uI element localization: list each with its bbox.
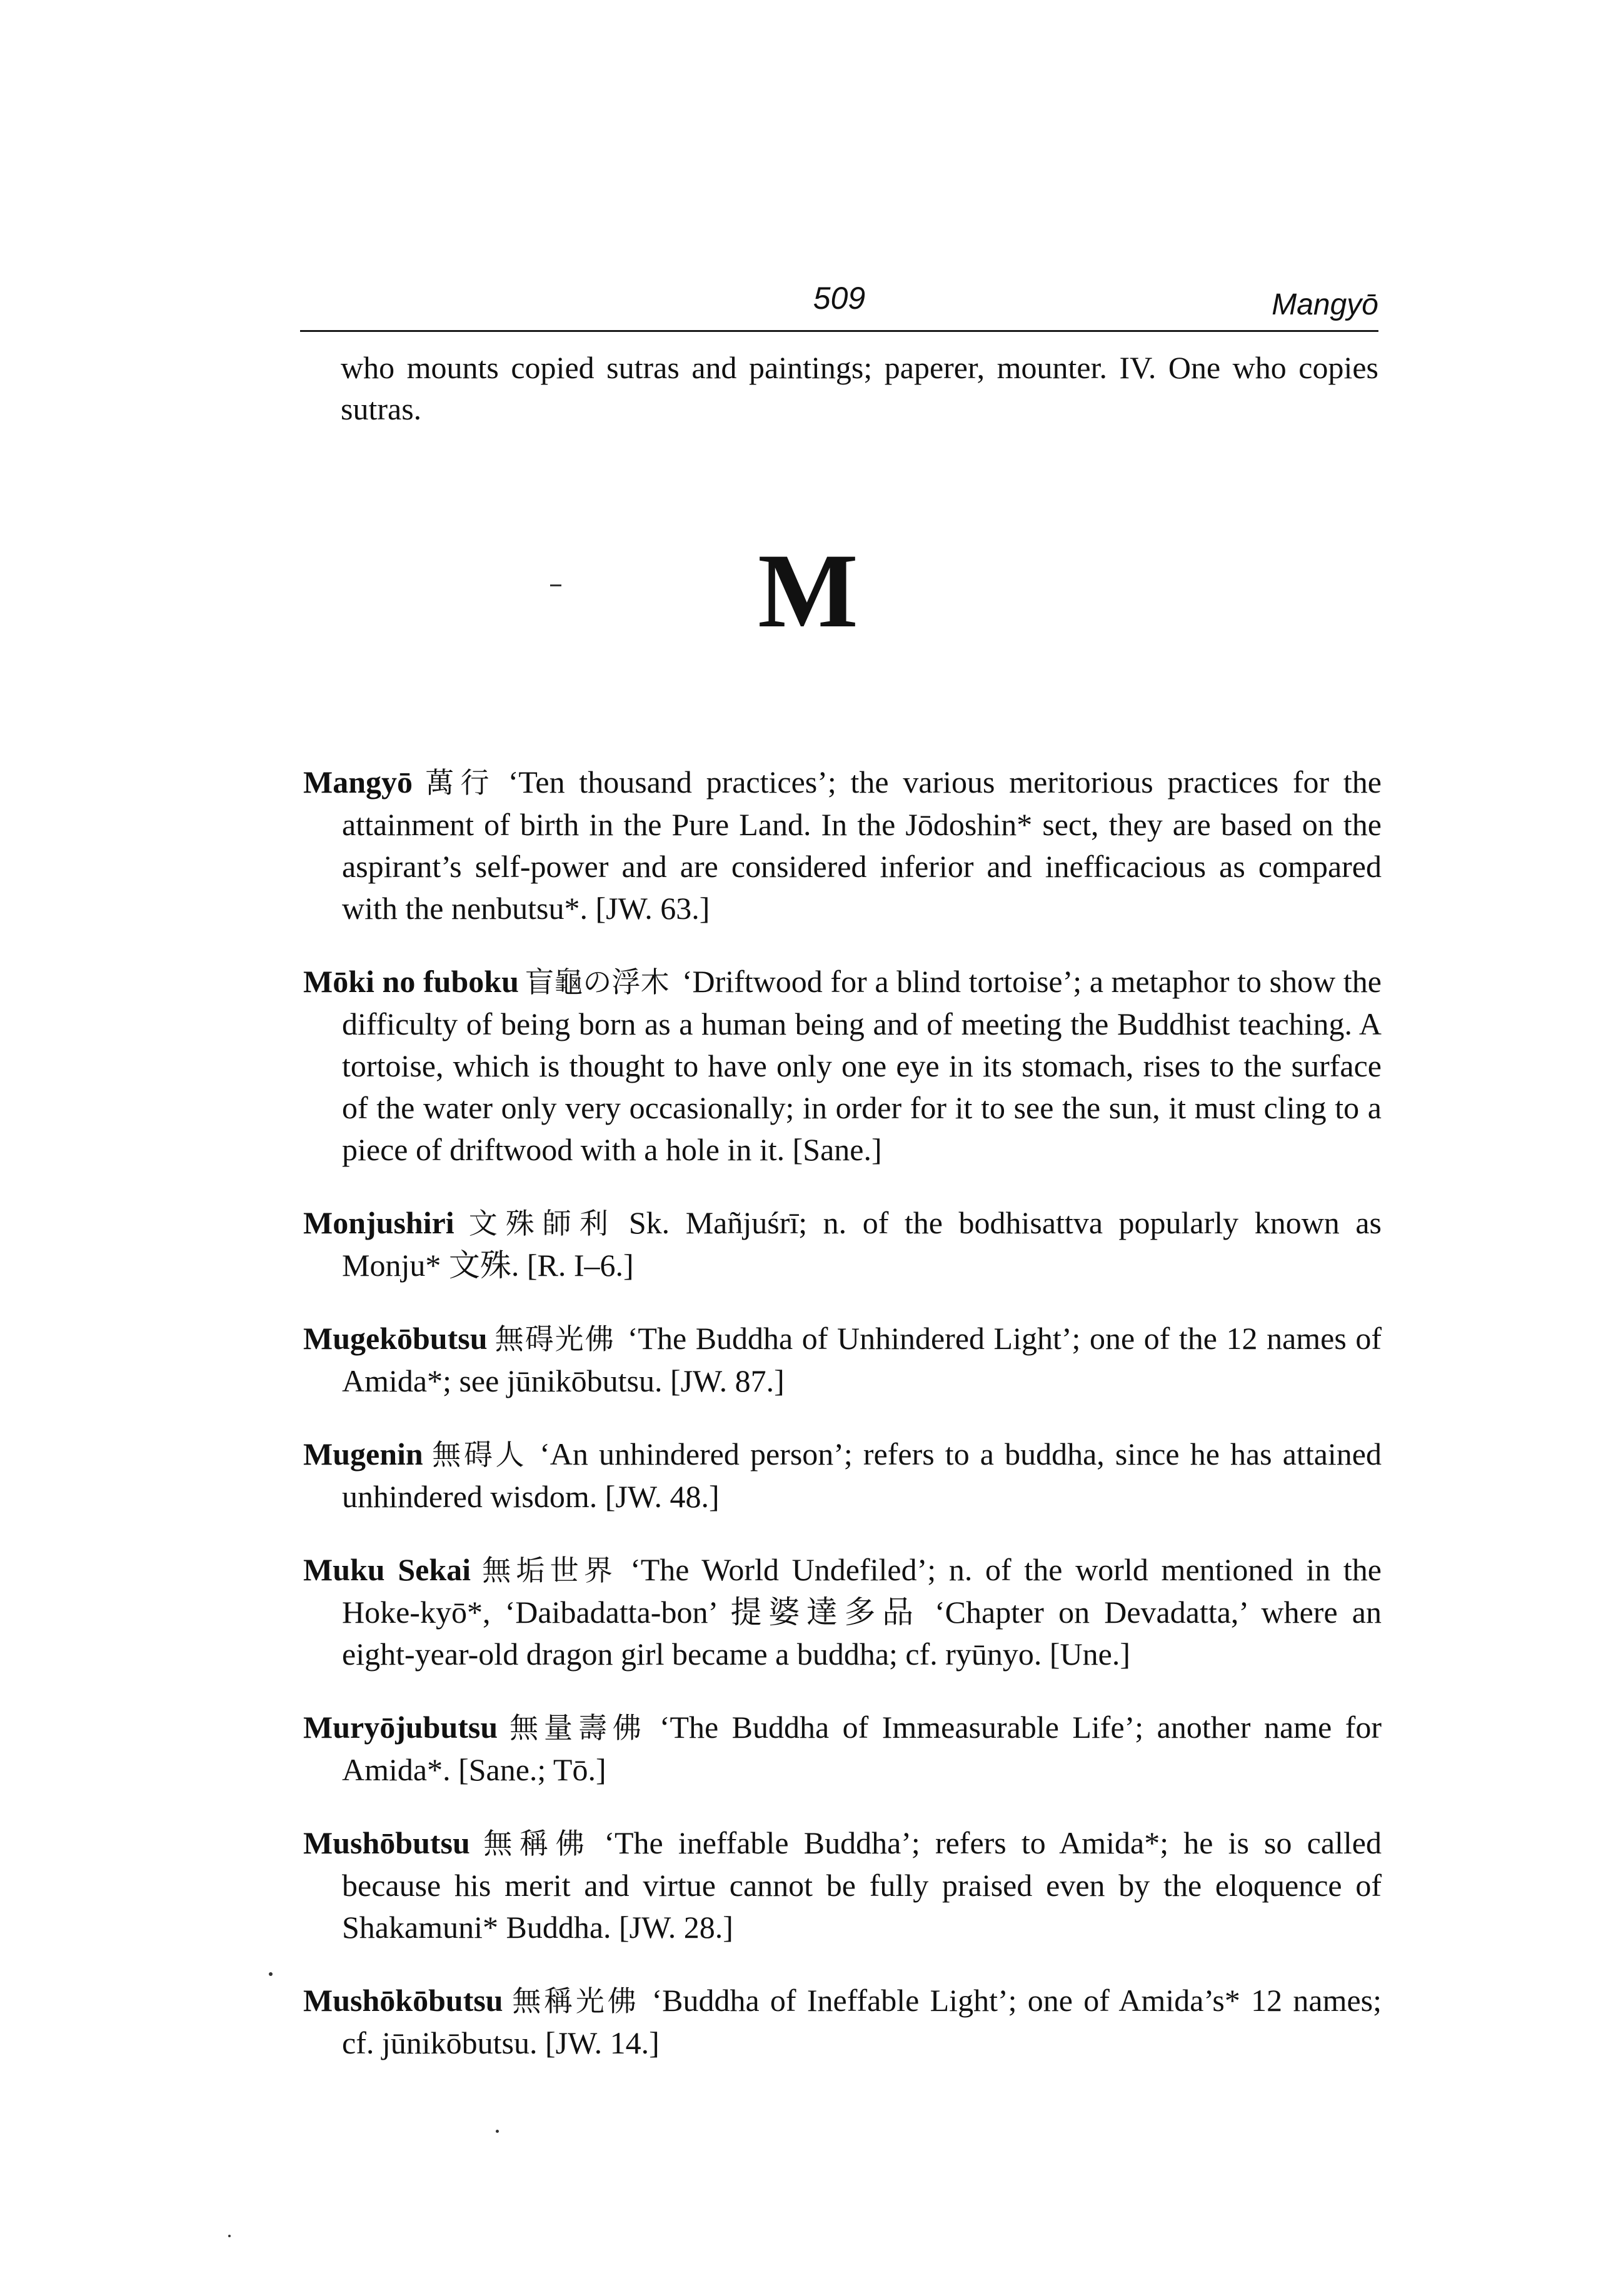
entry-term: Mugenin [303, 1436, 423, 1471]
scan-speck [496, 2130, 499, 2133]
entry-kanji: 盲龜の浮木 [524, 965, 670, 999]
entry-muryojubutsu [303, 1707, 1382, 1791]
entry-muku-sekai [303, 1549, 1382, 1675]
entry-moki-no-fuboku [303, 961, 1382, 1171]
entry-definition: Sk. Mañjuśrī; n. of the bodhisattva popularly known as Monju* 文殊. [R. I–6.] [342, 1205, 1382, 1283]
scan-speck [269, 1972, 273, 1976]
entry-kanji: 無碍光佛 [493, 1322, 615, 1356]
page-number: 509 [813, 281, 866, 316]
entry-kanji: 無量壽佛 [504, 1711, 647, 1745]
entry-kanji: 文殊師利 [460, 1206, 616, 1240]
entry-definition: ‘The ineffable Buddha’; refers to Amida*; he is so called because his merit and virtue cannot be fully praised even by the eloquence of Shakamuni* Buddha. [JW. 28.] [342, 1825, 1382, 1945]
entry-definition: ‘Buddha of Ineffable Light’; one of Amida’s* 12 names; cf. jūnikōbutsu. [JW. 14.] [342, 1983, 1382, 2060]
entry-mangyo [303, 761, 1382, 930]
entry-definition: ‘Driftwood for a blind tortoise’; a metaphor to show the difficulty of being born as a human being and of meeting the Buddhist teaching. A tortoise, which is thought to have only one eye in its stomach, rises to the surface of the water only very occasionally; in order for it to see the sun, it must cling to a piece of driftwood with a hole in it. [Sane.] [342, 964, 1382, 1167]
running-head: Mangyō [1272, 288, 1378, 321]
entry-definition: ‘An unhindered person’; refers to a buddha, since he has attained unhindered wisdom. [JW. 48.] [342, 1436, 1382, 1514]
entry-kanji: 無垢世界 [477, 1553, 618, 1587]
entry-mushobutsu [303, 1822, 1382, 1948]
entry-kanji: 無稱光佛 [509, 1984, 640, 2018]
entry-list [303, 730, 1382, 2075]
entry-kanji: 無碍人 [429, 1438, 528, 1471]
entry-term: Mushōkōbutsu [303, 1983, 503, 2018]
entry-term: Mushōbutsu [303, 1825, 470, 1860]
entry-kanji: 無稱佛 [476, 1827, 592, 1860]
section-letter: M [758, 532, 858, 649]
entry-kanji: 萬行 [419, 766, 496, 800]
entry-definition: ‘The Buddha of Immeasurable Life’; another name for Amida*. [Sane.; Tō.] [342, 1710, 1382, 1787]
scan-speck [228, 2235, 231, 2237]
entry-term: Mugekōbutsu [303, 1321, 488, 1356]
entry-mugekobutsu [303, 1318, 1382, 1402]
entry-term: Muryōjubutsu [303, 1710, 498, 1745]
entry-term: Mōki no fuboku [303, 964, 519, 999]
carryover-text: who mounts copied sutras and paintings; paperer, mounter. IV. One who copies sutras. [341, 350, 1378, 426]
entry-term: Muku Sekai [303, 1552, 471, 1587]
entry-definition: ‘The Buddha of Unhindered Light’; one of the 12 names of Amida*; see jūnikōbutsu. [JW. 87.] [342, 1321, 1382, 1398]
entry-term: Mangyō [303, 764, 413, 800]
entry-mushokobutsu [303, 1980, 1382, 2064]
entry-mugenin [303, 1433, 1382, 1518]
entry-definition: ‘The World Undefiled’; n. of the world mentioned in the Hoke-kyō*, ‘Daibadatta-bon’ 提婆達多品 ‘Chapter on Devadatta,’ where an eight-year-old dragon girl became a buddha; cf. ryūnyo. [Une.] [342, 1552, 1382, 1672]
page-header [300, 275, 1378, 332]
entry-term: Monjushiri [303, 1205, 454, 1240]
entry-definition: ‘Ten thousand practices’; the various meritorious practices for the attainment of birth in the Pure Land. In the Jōdoshin* sect, they are based on the aspirant’s self-power and are considered inferior and inefficacious as compared with the nenbutsu*. [JW. 63.] [342, 764, 1382, 926]
entry-monjushiri [303, 1202, 1382, 1286]
